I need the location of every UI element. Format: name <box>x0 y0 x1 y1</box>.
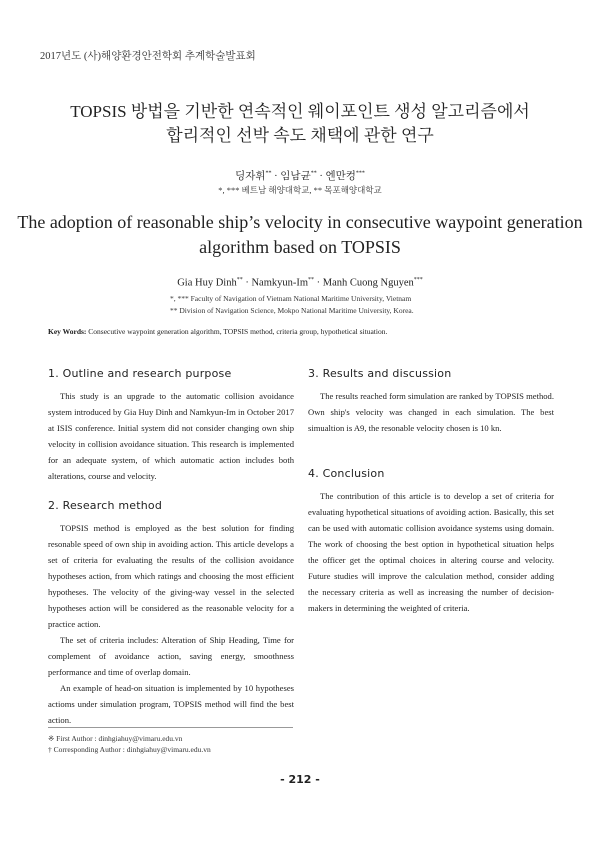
footnotes <box>48 733 211 755</box>
section-4-title: 4. Conclusion <box>308 467 385 480</box>
english-title-line1: The adoption of reasonable ship’s velocity in consecutive waypoint generation <box>17 212 583 232</box>
section-2-paragraph-2: The set of criteria includes: Alteration of Ship Heading, Time for complement of avoidance action, saving energy, smoothness performance and time of overlap domain. <box>48 635 294 677</box>
en-author-2: Namkyun-Im <box>251 277 309 289</box>
keywords-label: Key Words: <box>48 327 87 336</box>
korean-affiliation: *, *** 베트남 해양대학교, ** 목포해양대학교 <box>218 185 382 195</box>
en-author-3: Manh Cuong Nguyen <box>322 277 414 289</box>
kr-author-1: 딩자휘 <box>235 171 266 182</box>
korean-title <box>0 100 600 148</box>
english-affiliations <box>170 293 414 317</box>
kr-author-3: 엔만컹 <box>325 171 356 182</box>
kr-author-2: 임남균 <box>280 171 311 182</box>
footnote-divider <box>48 727 293 728</box>
footnote-corresponding-author: † Corresponding Author : dinhgiahuy@vimaru.edu.vn <box>48 745 211 754</box>
right-column <box>308 366 554 616</box>
english-title <box>0 210 600 260</box>
en-author-2-sup: ** <box>308 277 315 283</box>
section-1-title: 1. Outline and research purpose <box>48 367 232 380</box>
kr-author-3-sup: *** <box>355 170 365 177</box>
en-author-1-sup: ** <box>236 277 243 283</box>
left-column <box>48 366 294 728</box>
english-affiliation-1: *, *** Faculty of Navigation of Vietnam National Maritime University, Vietnam <box>170 294 412 303</box>
english-affiliation-2: ** Division of Navigation Science, Mokpo National Maritime University, Korea. <box>170 306 414 315</box>
section-2-paragraph-1: TOPSIS method is employed as the best solution for finding resonable speed of own ship in avoiding action. This article develops a set of criteria for evaluating the results of the collision avoidance hypotheses action, from which ratings and choosing the most efficient hypotheses. The velocity of the giving-way vessel in the selected hypotheses action will be considered as the reasonable velocity for a practice action. <box>48 523 294 629</box>
korean-title-line1: TOPSIS 방법을 기반한 연속적인 웨이포인트 생성 알고리즘에서 <box>70 102 530 121</box>
kr-author-1-sup: ** <box>265 170 272 177</box>
section-2-paragraph-3: An example of head-on situation is implemented by 10 hypotheses actioms under simulation program, TOPSIS method will find the best action. <box>48 683 294 725</box>
footnote-first-author: ※ First Author : dinhgiahuy@vimaru.edu.vn <box>48 734 183 743</box>
section-3-title: 3. Results and discussion <box>308 367 452 380</box>
en-author-1: Gia Huy Dinh <box>177 277 237 289</box>
page-number: - 212 - <box>280 773 320 786</box>
kr-author-2-sup: ** <box>310 170 317 177</box>
english-authors: Gia Huy Dinh** · Namkyun-Im** · Manh Cuong Nguyen*** <box>177 277 423 289</box>
section-2-title: 2. Research method <box>48 499 163 512</box>
korean-authors: 딩자휘** · 임남균** · 엔만컹*** <box>235 170 365 182</box>
section-1-paragraph: This study is an upgrade to the automatic collision avoidance system introduced by Gia Huy Dinh and Namkyun-Im in October 2017 at ISIS conference. Initial system did not consider changing own ship velocity in collision avoidance situation. This research is implemented for an adequate system, of which automatic action includes both alterations, course and velocity. <box>48 391 294 481</box>
english-title-line2: algorithm based on TOPSIS <box>199 237 401 257</box>
section-4-paragraph: The contribution of this article is to develop a set of criteria for evaluating hypothetical situations of avoiding action. Basically, this set can be used with automatic collision avoidance systems using domain. The work of choosing the best option in hypothetical situation helps the officer get the optimal choices in altering course and velocity. Future studies will improve the calculation method, consider adding the necessary criteria as well as increasing the number of decision-makers in determining the weighted of criteria. <box>308 491 554 613</box>
conference-header: 2017년도 (사)해양환경안전학회 추계학술발표회 <box>40 51 256 62</box>
keywords <box>48 327 387 336</box>
en-author-3-sup: *** <box>413 277 423 283</box>
keywords-text: Consecutive waypoint generation algorithm, TOPSIS method, criteria group, hypothetical situation. <box>86 327 388 336</box>
section-3-paragraph: The results reached form simulation are ranked by TOPSIS method. Own ship's velocity was changed in each simulation. The best simualtion is A9, the resonable velocity chosen is 10 kn. <box>308 391 554 433</box>
korean-title-line2: 합리적인 선박 속도 채택에 관한 연구 <box>166 126 434 145</box>
